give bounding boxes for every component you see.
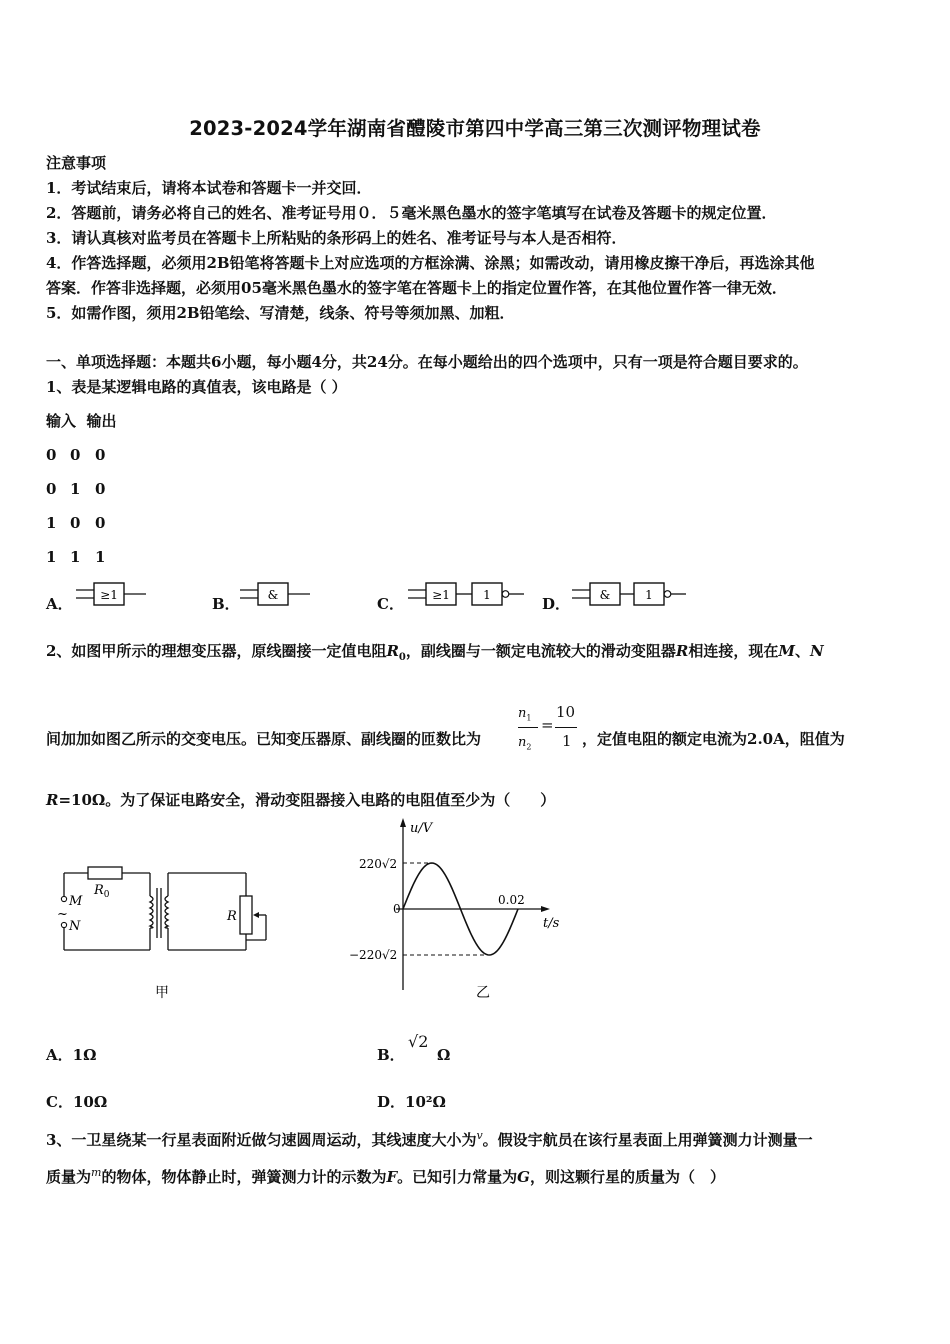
q1-option-c-label: C． [377, 595, 404, 613]
gate-symbol: 1 [483, 588, 491, 602]
gate-symbol: ≥1 [100, 588, 118, 602]
or-gate-icon [76, 580, 150, 608]
primary-coil-icon [150, 896, 153, 928]
resistor-r0-icon [88, 867, 122, 879]
x-axis-label: t/s [543, 916, 560, 931]
figure-caption: 乙 [476, 985, 490, 1001]
notice-item: 答案．作答非选择题，必须用05毫米黑色墨水的签字笔在答题卡上的指定位置作答，在其他位置作答一律无效． [46, 279, 787, 297]
truth-cell: 1 [70, 548, 81, 566]
x-tick-label: 0.02 [498, 893, 525, 907]
notice-item: 2．答题前，请务必将自己的姓名、准考证号用０．５毫米黑色墨水的签字笔填写在试卷及答题卡的规定位置． [46, 204, 777, 222]
q1-option-a-label: A． [46, 595, 73, 613]
notice-item: 5．如需作图，须用2B铅笔绘、写清楚，线条、符号等须加黑、加粗． [46, 304, 515, 322]
truth-cell: 0 [46, 446, 57, 464]
truth-cell: 1 [70, 480, 81, 498]
transformer-circuit-diagram [52, 858, 282, 1003]
frac-n1: $n_1$ [518, 706, 532, 723]
ac-source-icon: ~ [57, 907, 68, 922]
truth-cell: 0 [95, 514, 106, 532]
terminal-n-label: N [69, 919, 81, 934]
q2-line3: R=10Ω。为了保证电路安全，滑动变阻器接入电路的电阻值至少为（ ） [46, 791, 556, 809]
rheostat-icon [240, 896, 252, 934]
q2-option-b-unit: Ω [437, 1046, 451, 1064]
frac-n2: $n_2$ [518, 735, 532, 752]
q1-table-header: 输入 输出 [46, 412, 117, 430]
page-title: 2023-2024学年湖南省醴陵市第四中学高三第三次测评物理试卷 [189, 117, 761, 140]
nand-gate-icon [572, 580, 692, 608]
notice-item: 4．作答选择题，必须用2B铅笔将答题卡上对应选项的方框涂满、涂黑；如需改动，请用橡皮擦干净后，再选涂其他 [46, 254, 815, 272]
q2-line2b: ，定值电阻的额定电流为2.0A，阻值为 [582, 730, 845, 748]
y-tick-max: 220√2 [359, 857, 398, 871]
y-axis-label: u/V [410, 821, 433, 836]
q1-stem: 1、表是某逻辑电路的真值表，该电路是（ ） [46, 378, 347, 396]
frac-equals: = [541, 716, 554, 734]
secondary-coil-icon [165, 896, 168, 928]
frac-den: 1 [562, 732, 572, 750]
and-gate-icon [240, 580, 314, 608]
q3-line1: 3、一卫星绕某一行星表面附近做匀速圆周运动，其线速度大小为$^v$。假设宇航员在该行星表面上用弹簧测力计测量一 [46, 1129, 813, 1149]
q1-option-d-label: D． [542, 595, 571, 613]
q2-option-a: A．1Ω [46, 1046, 97, 1064]
figure-caption: 甲 [155, 985, 169, 1001]
q2-option-b-value: √2 [408, 1032, 429, 1051]
section-heading: 一、单项选择题：本题共6小题，每小题4分，共24分。在每小题给出的四个选项中，只有一项是符合题目要求的。 [46, 353, 808, 371]
voltage-waveform-chart [348, 815, 578, 1005]
q2-line1: 2、如图甲所示的理想变压器，原线圈接一定值电阻$R_0$，副线圈与一额定电流较大的滑动变阻器R相连接，现在M、N [46, 642, 824, 663]
frac-bar [518, 727, 538, 728]
gate-symbol: ≥1 [432, 588, 450, 602]
truth-cell: 0 [95, 446, 106, 464]
truth-cell: 1 [95, 548, 106, 566]
notice-heading: 注意事项 [46, 154, 107, 172]
notice-item: 1．考试结束后，请将本试卷和答题卡一并交回． [46, 179, 372, 197]
gate-symbol: & [267, 588, 279, 602]
truth-cell: 1 [46, 548, 57, 566]
q3-line2: 质量为$^m$的物体，物体静止时，弹簧测力计的示数为F。已知引力常量为G，则这颗行星的质量为（ ） [46, 1166, 725, 1186]
q2-option-b-label: B． [377, 1046, 405, 1064]
truth-cell: 0 [70, 514, 81, 532]
gate-symbol: & [599, 588, 611, 602]
q2-option-c: C．10Ω [46, 1093, 108, 1111]
notice-item: 3．请认真核对监考员在答题卡上所粘贴的条形码上的姓名、准考证号与本人是否相符． [46, 229, 627, 247]
r0-label: $R_0$ [94, 883, 110, 900]
terminal-m-label: M [69, 894, 83, 909]
gate-symbol: 1 [645, 588, 653, 602]
origin-label: 0 [393, 902, 401, 916]
truth-cell: 0 [46, 480, 57, 498]
nor-gate-icon [408, 580, 528, 608]
frac-bar [555, 727, 577, 728]
q2-line2a: 间加加如图乙所示的交变电压。已知变压器原、副线圈的匝数比为 [46, 730, 482, 748]
q1-option-b-label: B． [212, 595, 240, 613]
truth-cell: 0 [95, 480, 106, 498]
y-tick-min: −220√2 [349, 948, 398, 962]
q2-option-d: D．10²Ω [377, 1093, 446, 1111]
truth-cell: 1 [46, 514, 57, 532]
frac-num: 10 [556, 703, 576, 721]
rheostat-label: R [227, 909, 237, 924]
truth-cell: 0 [70, 446, 81, 464]
